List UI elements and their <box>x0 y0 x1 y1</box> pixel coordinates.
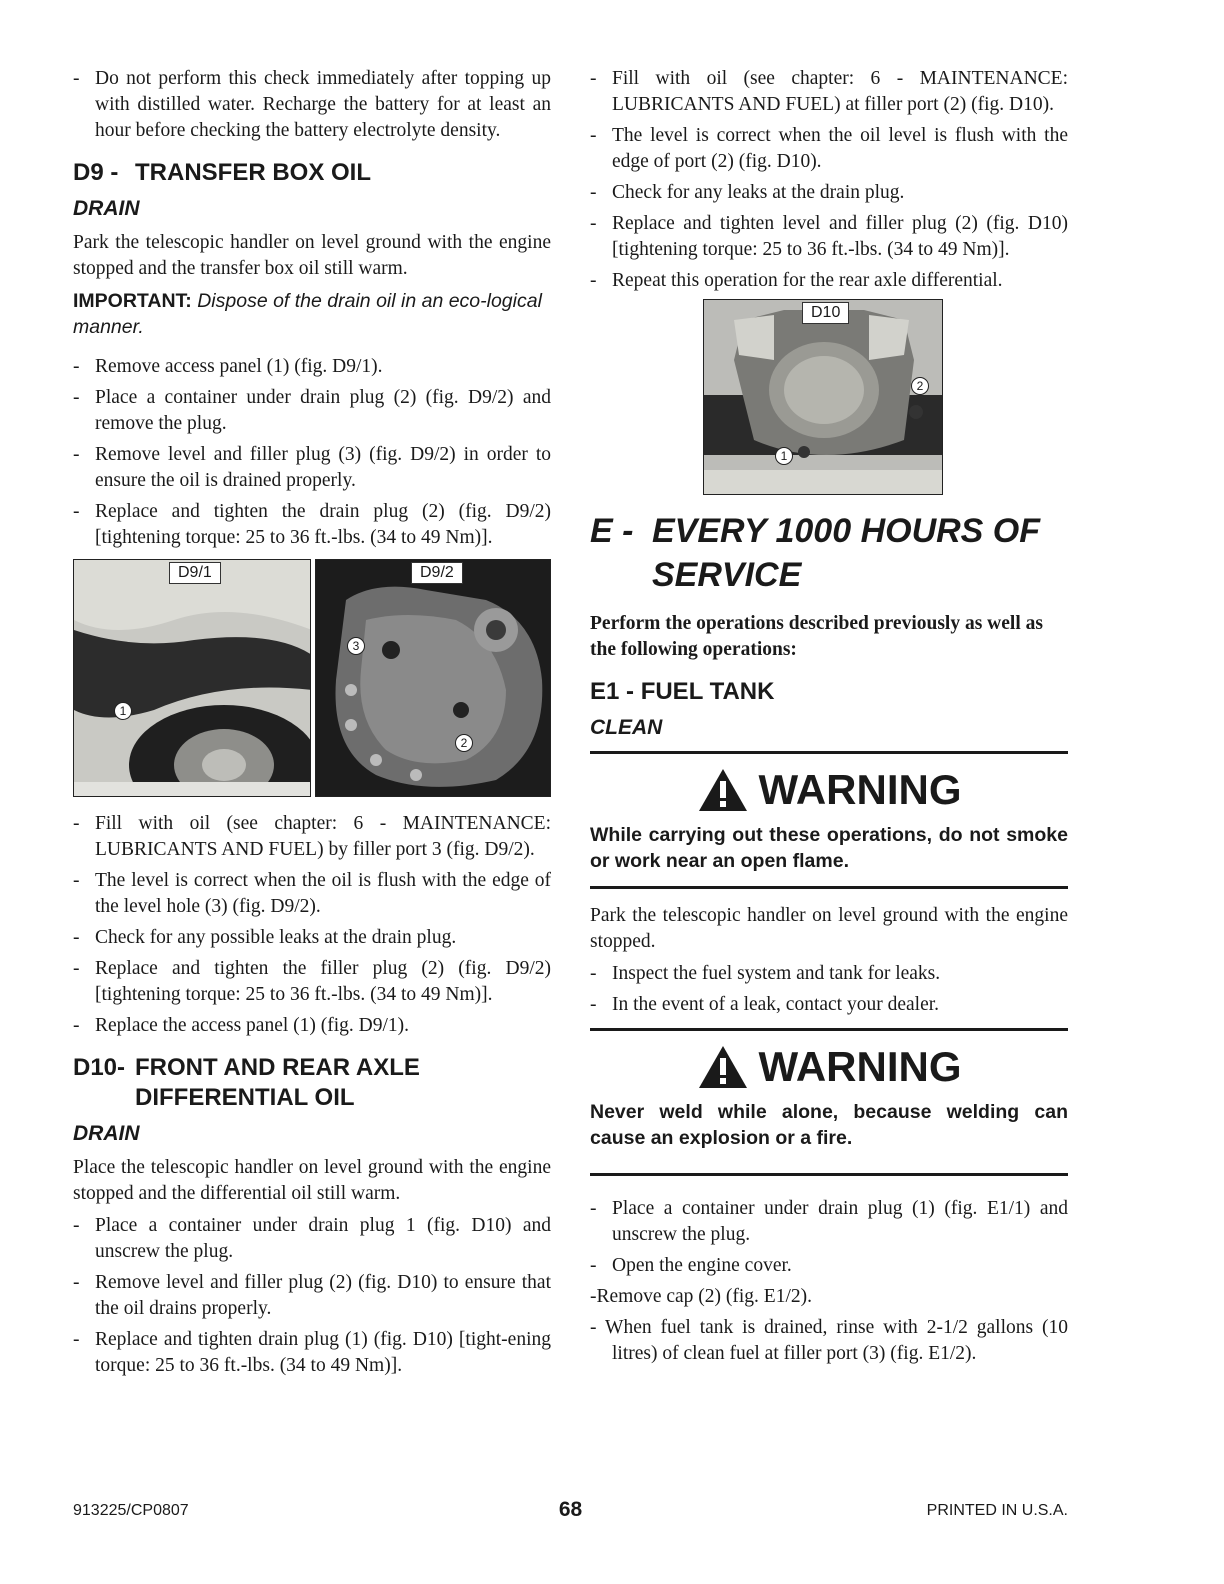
list-item: - Do not perform this check immediately after topping up with distilled water. Recharge the battery for at least an hour before checking the battery electrolyte density. <box>73 66 551 144</box>
left-column <box>73 66 551 1384</box>
warning-title: WARNING <box>590 1039 1068 1095</box>
list-item: - Repeat this operation for the rear axle differential. <box>590 268 1068 294</box>
figure-d9-2 <box>315 559 551 797</box>
section-heading-d10: D10- FRONT AND REAR AXLE DIFFERENTIAL OIL <box>73 1054 420 1111</box>
list-item: - Replace and tighten drain plug (1) (fig. D10) [tight-ening torque: 25 to 36 ft.-lbs. (34 to 49 Nm)]. <box>73 1327 551 1379</box>
figure-d10 <box>703 299 943 495</box>
warning-text: While carrying out these operations, do not smoke or work near an open flame. <box>590 824 1068 872</box>
d9-steps-2 <box>73 811 551 1039</box>
printed-notice: PRINTED IN U.S.A. <box>926 1502 1068 1519</box>
subheading-drain: DRAIN <box>73 197 140 220</box>
list-item: - Remove level and filler plug (3) (fig. D9/2) in order to ensure the oil is drained properly. <box>73 442 551 494</box>
important-note: IMPORTANT: Dispose of the drain oil in an eco-logical manner. <box>73 290 542 338</box>
list-item: - Replace and tighten level and filler plug (2) (fig. D10) [tightening torque: 25 to 36 ft.-lbs. (34 to 49 Nm)]. <box>590 211 1068 263</box>
transfer-box-drain-plug-image <box>316 560 551 796</box>
list-item: - Check for any leaks at the drain plug. <box>590 180 1068 206</box>
list-item: - The level is correct when the oil is flush with the edge of the level hole (3) (fig. D9/2). <box>73 868 551 920</box>
e1-steps-2 <box>590 1196 1068 1279</box>
list-item: - Replace and tighten the drain plug (2) (fig. D9/2) [tightening torque: 25 to 36 ft.-lbs. (34 to 49 Nm)]. <box>73 499 551 551</box>
list-item: - Remove level and filler plug (2) (fig. D10) to ensure that the oil drains properly. <box>73 1270 551 1322</box>
figure-label: D9/1 <box>169 562 221 584</box>
paragraph: Place the telescopic handler on level ground with the engine stopped and the differential oil still warm. <box>73 1157 551 1204</box>
list-item: - The level is correct when the oil level is flush with the edge of port (2) (fig. D10). <box>590 123 1068 175</box>
callout-marker: 2 <box>911 377 929 395</box>
intro-list <box>73 66 551 144</box>
e1-steps-3 <box>590 1284 1068 1367</box>
figure-label: D10 <box>802 302 849 324</box>
d9-steps <box>73 354 551 551</box>
paragraph: Park the telescopic handler on level ground with the engine stopped. <box>590 905 1068 952</box>
list-item: - Open the engine cover. <box>590 1253 1068 1279</box>
transfer-box-access-panel-image <box>74 560 311 796</box>
paragraph: Park the telescopic handler on level ground with the engine stopped and the transfer box oil still warm. <box>73 232 551 279</box>
e1-steps <box>590 961 1068 1018</box>
section-heading-e: E - EVERY 1000 HOURS OF SERVICE <box>590 512 1041 594</box>
d10-steps-2 <box>590 66 1068 294</box>
section-heading-e1: E1 - FUEL TANK <box>590 678 775 705</box>
warning-box <box>590 1028 1068 1176</box>
callout-marker: 1 <box>114 702 132 720</box>
document-id: 913225/CP0807 <box>73 1502 189 1519</box>
warning-text: Never weld while alone, because welding can cause an explosion or a fire. <box>590 1101 1068 1149</box>
right-column <box>590 66 1068 1372</box>
subheading-drain: DRAIN <box>73 1122 140 1145</box>
d9-figures <box>73 559 551 797</box>
list-item: -Remove cap (2) (fig. E1/2). <box>590 1286 813 1307</box>
d10-steps <box>73 1213 551 1379</box>
callout-marker: 1 <box>775 447 793 465</box>
list-item: - Place a container under drain plug (2) (fig. D9/2) and remove the plug. <box>73 385 551 437</box>
section-heading-d9: D9 - TRANSFER BOX OIL <box>73 159 372 186</box>
axle-differential-image <box>704 300 942 494</box>
lead-paragraph: Perform the operations described previously as well as the following operations: <box>590 613 1043 660</box>
warning-box <box>590 751 1068 889</box>
list-item: - Remove access panel (1) (fig. D9/1). <box>73 354 551 380</box>
list-item: - Fill with oil (see chapter: 6 - MAINTENANCE: LUBRICANTS AND FUEL) at filler port (2) (fig. D10). <box>590 66 1068 118</box>
list-item: - Place a container under drain plug (1) (fig. E1/1) and unscrew the plug. <box>590 1196 1068 1248</box>
list-item: - Inspect the fuel system and tank for leaks. <box>590 961 1068 987</box>
figure-label: D9/2 <box>411 562 463 584</box>
warning-triangle-icon <box>697 767 749 813</box>
list-item: - Fill with oil (see chapter: 6 - MAINTENANCE: LUBRICANTS AND FUEL) by filler port 3 (fig. D9/2). <box>73 811 551 863</box>
list-item: - When fuel tank is drained, rinse with 2-1/2 gallons (10 litres) of clean fuel at filler port (3) (fig. E1/2). <box>590 1317 1068 1364</box>
list-item: - Place a container under drain plug 1 (fig. D10) and unscrew the plug. <box>73 1213 551 1265</box>
list-item: - In the event of a leak, contact your dealer. <box>590 992 1068 1018</box>
callout-marker: 2 <box>455 734 473 752</box>
list-item: - Replace the access panel (1) (fig. D9/1). <box>73 1013 551 1039</box>
callout-marker: 3 <box>347 637 365 655</box>
list-item: - Check for any possible leaks at the drain plug. <box>73 925 551 951</box>
warning-title: WARNING <box>590 762 1068 818</box>
page-number: 68 <box>558 1498 583 1521</box>
figure-d9-1 <box>73 559 311 797</box>
warning-triangle-icon <box>697 1044 749 1090</box>
list-item: - Replace and tighten the filler plug (2) (fig. D9/2) [tightening torque: 25 to 36 ft.-lbs. (34 to 49 Nm)]. <box>73 956 551 1008</box>
subheading-clean: CLEAN <box>590 716 663 739</box>
